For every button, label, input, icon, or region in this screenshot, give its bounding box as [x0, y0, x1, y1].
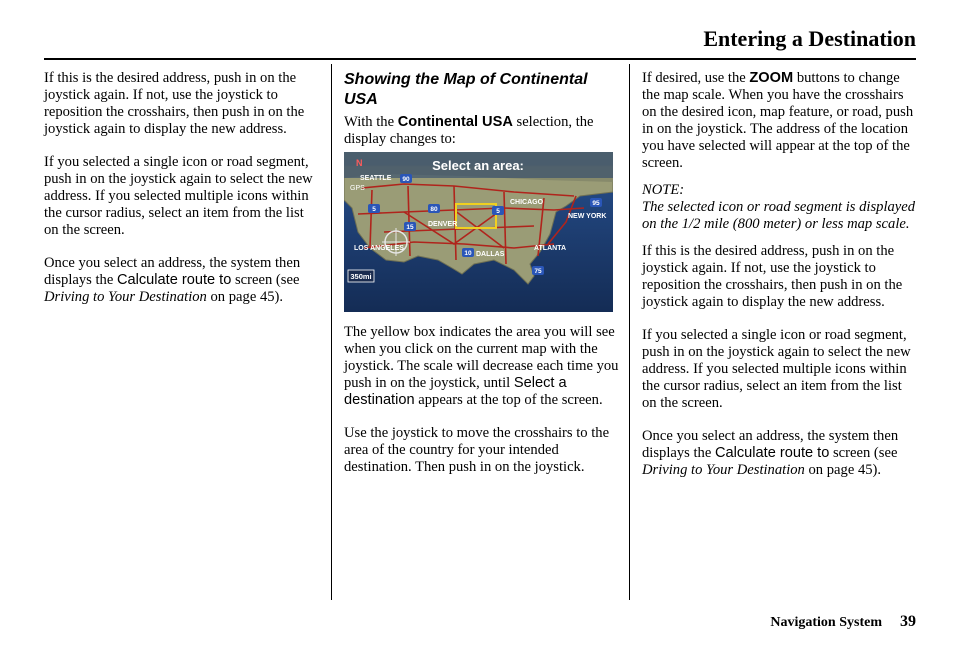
page-number: 39	[900, 613, 916, 630]
note-label: NOTE:	[642, 182, 685, 198]
ui-term: Calculate route to	[116, 272, 232, 288]
city-label: DALLAS	[476, 251, 505, 258]
text: The yellow box indicates the area you will see when you click on the current map with the joystick. The scale will decrease each time you push in on the joystick, until	[344, 324, 619, 391]
text: screen (see	[829, 445, 898, 461]
paragraph: If you selected a single icon or road segment, push in on the joystick again to select the new address. If you selected multiple icons within the cursor radius, select an item from the list on the screen.	[44, 154, 313, 238]
gps-icon: GPS	[350, 185, 365, 192]
cross-reference: Driving to Your Destination	[642, 462, 805, 478]
paragraph: If you selected a single icon or road segment, push in on the joystick again to select the new address. If you selected multiple icons within the cursor radius, select an item from the list on the screen.	[642, 327, 911, 411]
text: Once you select an address, the system then displays the	[642, 428, 899, 461]
text: With the	[344, 114, 398, 130]
paragraph	[344, 324, 620, 409]
ui-term: Select a destination	[344, 375, 567, 408]
route-shield: 95	[592, 200, 600, 207]
text: Once you select an address, the system then displays the	[44, 255, 301, 288]
page-title: Entering a Destination	[703, 26, 916, 51]
paragraph: Use the joystick to move the crosshairs to the area of the country for your intended destination. Then push in on the joystick.	[344, 425, 610, 475]
route-shield: 15	[406, 224, 414, 231]
text: selection, the display changes to:	[344, 114, 594, 147]
city-label: LOS ANGELES	[354, 245, 404, 252]
text: appears at the top of the screen.	[414, 392, 603, 408]
city-label: SEATTLE	[360, 175, 392, 182]
footer-section: Navigation System	[770, 615, 882, 630]
text: on page 45).	[206, 289, 284, 305]
route-shield: 10	[464, 250, 472, 257]
compass-icon: N	[356, 158, 363, 168]
note-text: The selected icon or road segment is displayed on the 1/2 mile (800 meter) or less map scale.	[642, 199, 916, 232]
ui-term: Continental USA	[397, 114, 513, 130]
column-divider	[331, 64, 332, 600]
paragraph	[344, 114, 620, 148]
text: on page 45).	[804, 462, 882, 478]
city-label: DENVER	[428, 221, 458, 228]
city-label: NEW YORK	[568, 213, 607, 220]
map-scale: 350mi	[350, 272, 372, 281]
ui-term: Calculate route to	[714, 445, 830, 461]
city-label: CHICAGO	[510, 199, 544, 206]
paragraph	[642, 428, 918, 479]
section-heading: Showing the Map of Continental USA	[344, 71, 588, 108]
paragraph	[44, 255, 320, 306]
cross-reference: Driving to Your Destination	[44, 289, 207, 305]
map-graphic	[344, 152, 613, 312]
ui-term: ZOOM	[749, 70, 794, 86]
column-right	[642, 70, 918, 495]
route-shield: 90	[402, 176, 410, 183]
paragraph: If this is the desired address, push in on the joystick again. If not, use the joystick to reposition the crosshairs, then push in on the joystick again to display the new address.	[44, 70, 305, 137]
route-shield: 75	[534, 268, 542, 275]
city-label: ATLANTA	[534, 245, 567, 252]
route-shield: 5	[496, 208, 500, 215]
text: If desired, use the	[642, 70, 750, 86]
route-shield: 5	[372, 206, 376, 213]
paragraph: If this is the desired address, push in on the joystick again. If not, use the joystick to reposition the crosshairs, then push in on the joystick again to display the new address.	[642, 243, 903, 310]
text: screen (see	[231, 272, 300, 288]
page-footer	[770, 613, 916, 631]
text: buttons to change the map scale. When you have the crosshairs on the desired icon, map feature, or road, push in on the joystick. The address of the location you have selected will appear at the top of the screen.	[642, 70, 914, 171]
column-middle	[344, 70, 620, 492]
header-rule	[44, 58, 916, 60]
route-shield: 80	[430, 206, 438, 213]
usa-map-screenshot	[344, 152, 613, 312]
column-left	[44, 70, 320, 322]
paragraph	[642, 70, 918, 172]
column-divider	[629, 64, 630, 600]
map-banner: Select an area:	[432, 158, 524, 173]
